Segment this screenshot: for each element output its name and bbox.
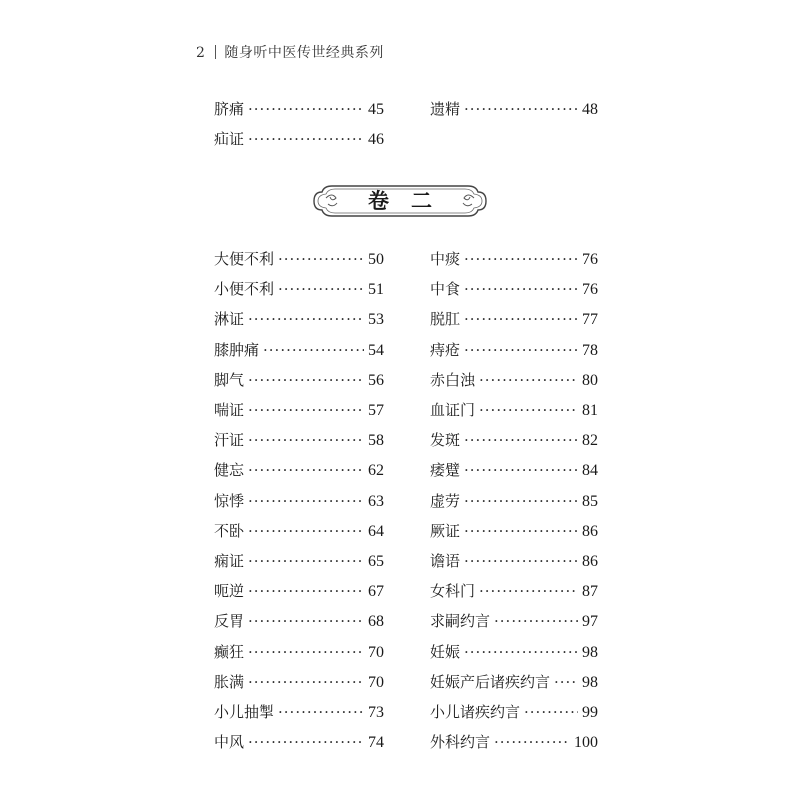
volume-heading (310, 182, 490, 220)
toc-entry[interactable] (214, 671, 384, 693)
toc-leader-dots (464, 310, 578, 328)
toc-leader-dots (479, 371, 578, 389)
toc-leader-dots (248, 130, 364, 148)
toc-leader-dots (479, 401, 578, 419)
toc-entry[interactable] (430, 369, 598, 391)
toc-entry-page: 76 (582, 281, 598, 299)
toc-entry-page: 64 (368, 522, 384, 540)
toc-leader-dots (248, 733, 364, 751)
toc-entry-title: 汗证 (214, 431, 245, 450)
toc-entry[interactable] (430, 399, 598, 421)
toc-leader-dots (464, 643, 578, 661)
toc-entry-title: 小便不利 (214, 280, 275, 299)
toc-entry[interactable] (430, 641, 598, 663)
toc-entry-page: 100 (574, 734, 598, 752)
toc-entry-title: 求嗣约言 (430, 612, 491, 631)
toc-entry-page: 99 (582, 704, 598, 721)
toc-entry-page: 70 (368, 643, 384, 661)
toc-entry-page: 45 (368, 101, 384, 118)
toc-entry[interactable] (214, 248, 384, 270)
toc-entry-page: 85 (582, 492, 598, 510)
toc-entry-page: 86 (582, 553, 598, 570)
toc-entry[interactable] (430, 550, 598, 572)
toc-entry-title: 喘证 (214, 401, 245, 419)
toc-entry-page: 63 (368, 492, 384, 510)
toc-leader-dots (464, 431, 578, 449)
toc-leader-dots (479, 582, 578, 600)
toc-entry-title: 妊娠产后诸疾约言 (430, 672, 551, 691)
toc-entry[interactable] (430, 731, 598, 753)
toc-entry-title: 呃逆 (214, 582, 245, 601)
toc-entry-title: 膝肿痛 (214, 340, 260, 359)
toc-entry-page: 53 (368, 311, 384, 329)
toc-entry[interactable] (430, 701, 598, 723)
toc-entry[interactable] (214, 731, 384, 753)
toc-entry[interactable] (430, 490, 598, 512)
toc-entry-page: 98 (582, 673, 598, 691)
toc-leader-dots (248, 310, 364, 328)
toc-leader-dots (248, 673, 364, 691)
toc-leader-dots (248, 100, 364, 118)
header-divider (215, 45, 216, 59)
toc-entry[interactable] (430, 580, 598, 602)
series-title: 随身听中医传世经典系列 (224, 45, 384, 61)
toc-entry-title: 中风 (214, 733, 245, 752)
toc-entry-title: 胀满 (214, 672, 245, 691)
toc-leader-dots (494, 612, 578, 630)
toc-entry-page: 76 (582, 251, 598, 268)
toc-entry-title: 疝证 (214, 130, 245, 148)
toc-leader-dots (248, 371, 364, 389)
toc-entry-title: 谵语 (430, 552, 461, 570)
toc-entry[interactable] (214, 278, 384, 300)
toc-entry[interactable] (214, 580, 384, 602)
toc-entry-title: 赤白浊 (430, 370, 476, 389)
toc-leader-dots (278, 250, 364, 268)
toc-entry-page: 77 (582, 311, 598, 329)
toc-leader-dots (464, 461, 578, 479)
toc-entry[interactable] (430, 98, 598, 120)
toc-leader-dots (248, 492, 364, 510)
toc-entry-title: 脱肛 (430, 310, 461, 329)
toc-entry-title: 淋证 (214, 310, 245, 329)
toc-leader-dots (464, 100, 578, 118)
toc-entry-title: 虚劳 (430, 491, 461, 510)
toc-entry-page: 58 (368, 432, 384, 450)
toc-entry-page: 70 (368, 673, 384, 691)
toc-entry[interactable] (214, 339, 384, 361)
toc-entry-title: 发斑 (430, 431, 461, 450)
toc-entry-title: 癫狂 (214, 642, 245, 661)
toc-entry-page: 86 (582, 522, 598, 540)
toc-leader-dots (464, 522, 578, 540)
toc-leader-dots (464, 280, 578, 298)
toc-entry-title: 中食 (430, 280, 461, 299)
toc-entry-title: 健忘 (214, 461, 245, 480)
toc-entry[interactable] (214, 399, 384, 421)
toc-leader-dots (464, 492, 578, 510)
toc-entry-page: 51 (368, 281, 384, 299)
toc-leader-dots (554, 673, 578, 691)
toc-leader-dots (263, 341, 364, 359)
toc-entry[interactable] (214, 128, 384, 150)
toc-entry-title: 小儿诸疾约言 (430, 703, 521, 721)
toc-entry-page: 82 (582, 432, 598, 450)
toc-entry-title: 大便不利 (214, 250, 275, 268)
toc-entry-title: 血证门 (430, 401, 476, 419)
page-number: 2 (196, 45, 206, 61)
toc-leader-dots (464, 250, 578, 268)
toc-entry[interactable] (430, 308, 598, 330)
toc-entry-page: 81 (582, 402, 598, 419)
toc-entry-page: 62 (368, 462, 384, 480)
toc-entry-title: 惊悸 (214, 491, 245, 510)
toc-entry-page: 73 (368, 704, 384, 721)
toc-leader-dots (248, 461, 364, 479)
toc-leader-dots (494, 733, 570, 751)
toc-entry-title: 遗精 (430, 100, 461, 118)
toc-entry-page: 97 (582, 613, 598, 631)
toc-entry[interactable] (430, 459, 598, 481)
toc-entry[interactable] (430, 339, 598, 361)
toc-entry-page: 50 (368, 251, 384, 268)
toc-entry-page: 46 (368, 131, 384, 148)
toc-entry-page: 56 (368, 371, 384, 389)
toc-entry-page: 54 (368, 341, 384, 359)
toc-entry-page: 57 (368, 402, 384, 419)
toc-entry-title: 中痰 (430, 250, 461, 268)
toc-leader-dots (248, 612, 364, 630)
toc-entry[interactable] (430, 610, 598, 632)
toc-entry[interactable] (214, 701, 384, 723)
toc-entry-page: 74 (368, 734, 384, 752)
toc-leader-dots (278, 280, 364, 298)
toc-entry-page: 84 (582, 462, 598, 480)
toc-entry[interactable] (430, 248, 598, 270)
toc-entry-title: 脚气 (214, 370, 245, 389)
toc-leader-dots (248, 522, 364, 540)
toc-entry-page: 67 (368, 583, 384, 601)
toc-leader-dots (248, 401, 364, 419)
toc-entry-title: 小儿抽掣 (214, 703, 275, 721)
toc-entry-page: 78 (582, 341, 598, 359)
toc-entry-title: 不卧 (214, 521, 245, 540)
toc-leader-dots (248, 643, 364, 661)
toc-entry[interactable] (214, 308, 384, 330)
toc-entry-title: 痿躄 (430, 461, 461, 480)
toc-entry-title: 厥证 (430, 521, 461, 540)
toc-entry-title: 妊娠 (430, 642, 461, 661)
toc-entry-title: 脐痛 (214, 100, 245, 118)
running-header (196, 42, 384, 62)
toc-entry-page: 48 (582, 101, 598, 118)
toc-entry-title: 女科门 (430, 582, 476, 601)
volume-title: 卷二 (368, 189, 454, 213)
toc-entry[interactable] (214, 520, 384, 542)
toc-entry[interactable] (214, 429, 384, 451)
toc-entry[interactable] (214, 490, 384, 512)
toc-entry[interactable] (430, 429, 598, 451)
toc-entry-page: 87 (582, 583, 598, 601)
toc-entry-title: 外科约言 (430, 733, 491, 752)
toc-leader-dots (248, 552, 364, 570)
toc-entry-page: 80 (582, 371, 598, 389)
toc-entry-title: 痔疮 (430, 340, 461, 359)
toc-entry[interactable] (214, 459, 384, 481)
toc-entry[interactable] (214, 550, 384, 572)
toc-leader-dots (248, 582, 364, 600)
toc-leader-dots (278, 703, 364, 721)
toc-leader-dots (248, 431, 364, 449)
toc-entry-page: 98 (582, 643, 598, 661)
toc-entry[interactable] (430, 671, 598, 693)
toc-entry[interactable] (214, 610, 384, 632)
toc-entry[interactable] (214, 369, 384, 391)
toc-leader-dots (464, 552, 578, 570)
toc-entry-title: 反胃 (214, 612, 245, 631)
toc-entry[interactable] (430, 278, 598, 300)
toc-leader-dots (464, 341, 578, 359)
toc-entry-page: 68 (368, 613, 384, 631)
toc-entry-title: 痫证 (214, 552, 245, 570)
toc-entry-page: 65 (368, 553, 384, 570)
toc-leader-dots (524, 703, 578, 721)
toc-entry[interactable] (214, 98, 384, 120)
toc-entry[interactable] (430, 520, 598, 542)
toc-entry[interactable] (214, 641, 384, 663)
